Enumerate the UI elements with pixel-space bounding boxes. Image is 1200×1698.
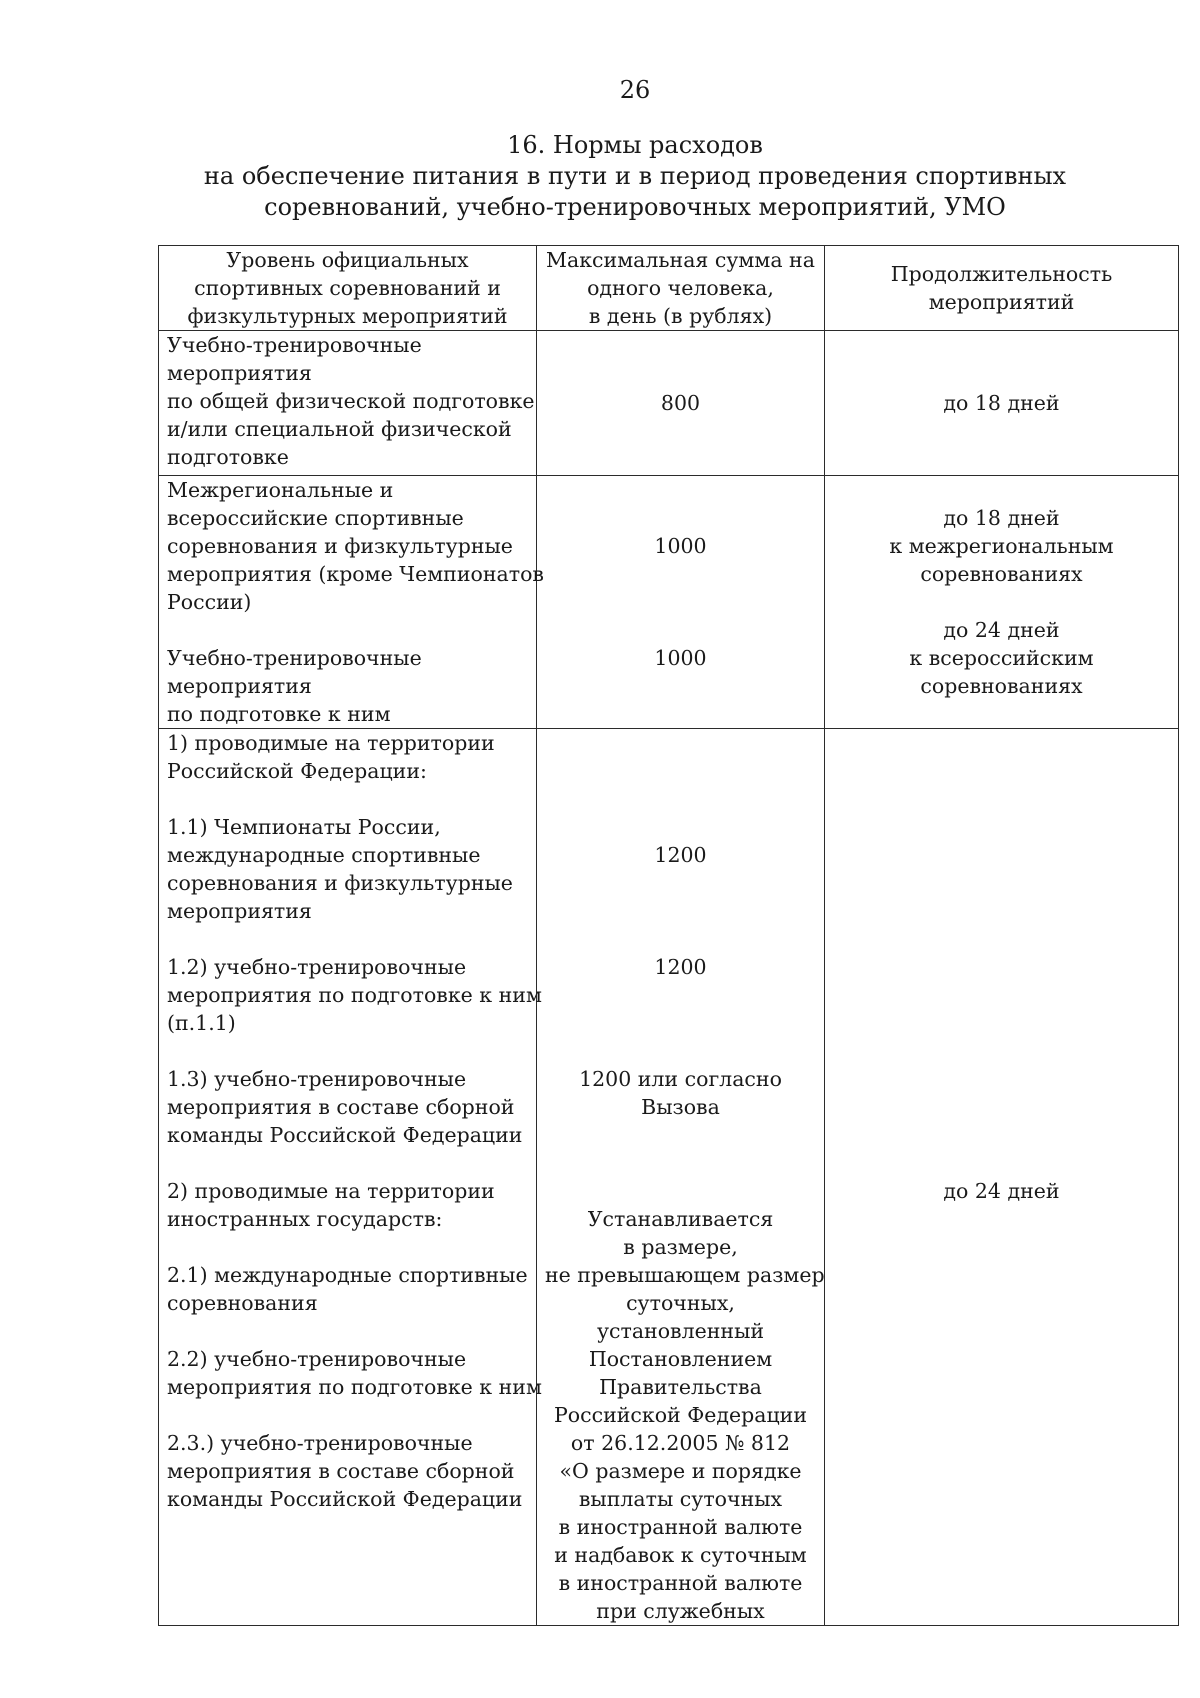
text-line: до 24 дней [943, 618, 1060, 642]
text-line: Постановлением [588, 1347, 773, 1371]
row3-level-2-2 [167, 1345, 542, 1401]
text-line: 1) проводимые на территории [167, 731, 495, 755]
text-line: иностранных государств: [167, 1207, 443, 1231]
row3-level-2 [167, 1177, 528, 1233]
text-line: Учебно-тренировочные [167, 333, 422, 357]
title-line-1: 16. Нормы расходов [507, 131, 763, 159]
text-line: Правительства [599, 1375, 762, 1399]
text-line: мероприятия в составе сборной [167, 1459, 515, 1483]
header-level [159, 246, 537, 331]
title-line-2: на обеспечение питания в пути и в период проведения спортивных [203, 162, 1067, 190]
text-line: Вызова [641, 1095, 720, 1119]
text-line: в иностранной валюте [558, 1515, 803, 1539]
row2-amount [537, 476, 825, 729]
row1-duration: до 18 дней [825, 331, 1179, 476]
row3-amount [537, 729, 825, 1626]
text-line: Межрегиональные и [167, 478, 394, 502]
row3-level-1 [167, 729, 528, 785]
table-row [159, 476, 1179, 729]
row2-level-a [167, 476, 544, 616]
text-line: в день (в рублях) [588, 304, 773, 328]
text-line: соревнования [167, 1291, 318, 1315]
row3-amount-1-2: 1200 [654, 955, 707, 979]
section-title [0, 130, 1200, 223]
table-row [159, 729, 1179, 1626]
text-line: Максимальная сумма на [546, 248, 815, 272]
norms-table [158, 245, 1179, 1626]
row3-level-2-3 [167, 1429, 528, 1513]
text-line: к межрегиональным [889, 534, 1114, 558]
text-line: мероприятий [928, 290, 1075, 314]
header-amount [537, 246, 825, 331]
text-line: суточных, [626, 1291, 735, 1315]
text-line: 1.2) учебно-тренировочные [167, 955, 467, 979]
row3-level-1-3 [167, 1065, 528, 1149]
text-line: в иностранной валюте [558, 1571, 803, 1595]
row1-level [159, 331, 537, 476]
row2-duration-b [833, 616, 1170, 700]
text-line: при служебных [596, 1599, 765, 1623]
text-line: 2.2) учебно-тренировочные [167, 1347, 467, 1371]
row2-duration-a [833, 504, 1170, 588]
text-line: Устанавливается [587, 1207, 774, 1231]
text-line: (п.1.1) [167, 1011, 236, 1035]
row2-amount-b: 1000 [654, 646, 707, 670]
text-line: Уровень официальных [226, 248, 469, 272]
text-line: от 26.12.2005 № 812 [570, 1431, 791, 1455]
text-line: не превышающем размер [545, 1263, 825, 1287]
text-line: 2) проводимые на территории [167, 1179, 495, 1203]
text-line: по общей физической подготовке [167, 389, 535, 413]
text-line: мероприятия [167, 361, 312, 385]
row2-duration [825, 476, 1179, 729]
row1-amount: 800 [537, 331, 825, 476]
text-line: установленный [596, 1319, 765, 1343]
text-line: Российской Федерации [554, 1403, 807, 1427]
row2-level [159, 476, 544, 729]
text-line: соревнования и физкультурные [167, 534, 513, 558]
text-line: мероприятия [167, 674, 312, 698]
table-header-row [159, 246, 1179, 331]
row3-level-2-1 [167, 1261, 528, 1317]
text-line: мероприятия в составе сборной [167, 1095, 515, 1119]
text-line: команды Российской Федерации [167, 1487, 523, 1511]
text-line: в размере, [623, 1235, 738, 1259]
text-line: до 18 дней [943, 506, 1060, 530]
row3-level [159, 729, 542, 1626]
row3-amount-2 [545, 1205, 825, 1625]
text-line: по подготовке к ним [167, 702, 391, 726]
title-line-3: соревнований, учебно-тренировочных мероприятий, УМО [264, 193, 1006, 221]
text-line: физкультурных мероприятий [187, 304, 508, 328]
row2-amount-a: 1000 [654, 534, 707, 558]
text-line: мероприятия по подготовке к ним [167, 1375, 542, 1399]
text-line: спортивных соревнований и [194, 276, 501, 300]
table-row [159, 331, 1179, 476]
text-line: 2.3.) учебно-тренировочные [167, 1431, 473, 1455]
text-line: соревнованиях [920, 674, 1083, 698]
text-line: Продолжительность [890, 262, 1113, 286]
row3-level-1-2 [167, 953, 542, 1037]
text-line: 1.1) Чемпионаты России, [167, 815, 441, 839]
text-line: команды Российской Федерации [167, 1123, 523, 1147]
text-line: 2.1) международные спортивные [167, 1263, 528, 1287]
text-line: Российской Федерации: [167, 759, 427, 783]
text-line: к всероссийским [909, 646, 1094, 670]
text-line: мероприятия по подготовке к ним [167, 983, 542, 1007]
text-line: выплаты суточных [578, 1487, 783, 1511]
text-line: международные спортивные [167, 843, 481, 867]
header-duration [825, 246, 1179, 331]
text-line: России) [167, 590, 252, 614]
text-line: всероссийские спортивные [167, 506, 464, 530]
row2-level-b [167, 644, 528, 728]
row3-amount-1-1: 1200 [654, 843, 707, 867]
text-line: 1.3) учебно-тренировочные [167, 1067, 467, 1091]
row3-level-1-1 [167, 813, 528, 925]
text-line: соревнования и физкультурные [167, 871, 513, 895]
text-line: подготовке [167, 445, 289, 469]
row3-amount-1-3 [545, 1065, 816, 1121]
text-line: мероприятия (кроме Чемпионатов [167, 562, 544, 586]
text-line: мероприятия [167, 899, 312, 923]
text-line: Учебно-тренировочные [167, 646, 422, 670]
text-line: соревнованиях [920, 562, 1083, 586]
text-line: 1200 или согласно [579, 1067, 782, 1091]
row3-duration-value: до 24 дней [943, 1179, 1060, 1203]
text-line: и надбавок к суточным [554, 1543, 807, 1567]
text-line: одного человека, [587, 276, 774, 300]
text-line: и/или специальной физической [167, 417, 512, 441]
row3-duration [825, 729, 1179, 1626]
page-number: 26 [619, 76, 651, 104]
text-line: «О размере и порядке [559, 1459, 802, 1483]
